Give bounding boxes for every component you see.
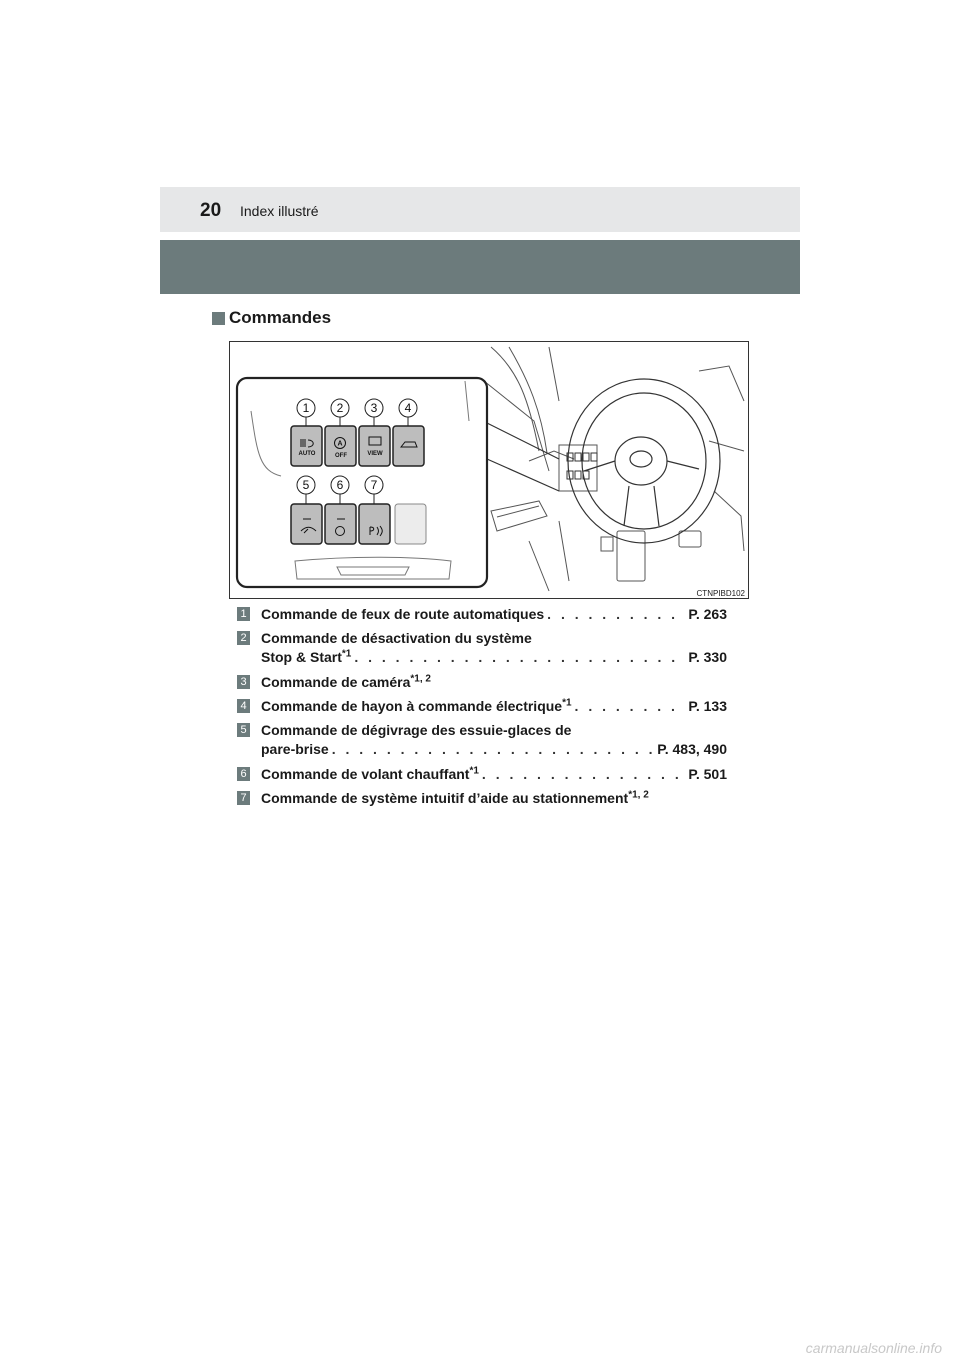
controls-illustration xyxy=(229,341,749,599)
callout-3: 3 xyxy=(370,401,378,415)
list-item xyxy=(237,605,727,629)
view-label: VIEW xyxy=(367,451,383,457)
footnote-mark: *1 xyxy=(341,648,352,660)
page-header xyxy=(160,187,800,232)
off-label: OFF xyxy=(335,453,347,459)
item-label: Commande de hayon à commande électrique xyxy=(261,698,563,714)
page-ref: P. 330 xyxy=(688,649,727,665)
page-ref: P. 263 xyxy=(688,606,727,622)
callout-2: 2 xyxy=(336,401,344,415)
list-item xyxy=(237,697,727,721)
list-item xyxy=(237,789,727,813)
chapter-title: Index illustré xyxy=(240,203,319,219)
callout-4: 4 xyxy=(404,401,412,415)
item-number: 2 xyxy=(237,631,250,645)
item-number: 5 xyxy=(237,723,250,737)
footnote-mark: *1, 2 xyxy=(410,673,431,685)
section-heading xyxy=(212,308,331,328)
item-label: Commande de désactivation du système xyxy=(261,630,532,646)
item-number: 3 xyxy=(237,675,250,689)
item-label: Commande de feux de route automatiques xyxy=(261,606,545,622)
page-number: 20 xyxy=(200,200,222,221)
list-item xyxy=(237,629,727,673)
callout-1: 1 xyxy=(302,401,310,415)
item-label: Commande de caméra xyxy=(261,674,411,690)
item-label: pare-brise xyxy=(261,741,329,757)
list-item xyxy=(237,721,727,765)
footnote-mark: *1 xyxy=(562,697,572,709)
callout-7: 7 xyxy=(370,478,378,492)
list-item xyxy=(237,765,727,789)
item-label: Commande de volant chauffant xyxy=(261,766,470,782)
footnote-mark: *1, 2 xyxy=(628,789,649,801)
page-ref: P. 133 xyxy=(688,698,727,714)
figure-code: CTNPIBD102 xyxy=(696,589,745,598)
item-number: 1 xyxy=(237,607,250,621)
section-title: Commandes xyxy=(229,308,332,327)
item-label: Stop & Start xyxy=(261,649,342,665)
item-label: Commande de dégivrage des essuie-glaces de xyxy=(261,722,572,738)
illustration-svg xyxy=(229,341,749,599)
item-number: 4 xyxy=(237,699,250,713)
item-number: 6 xyxy=(237,767,250,781)
controls-list xyxy=(237,605,727,813)
item-number: 7 xyxy=(237,791,250,805)
header-band xyxy=(160,240,800,294)
footnote-mark: *1 xyxy=(469,765,479,777)
watermark: carmanualsonline.info xyxy=(805,1340,942,1356)
page-ref: P. 483, 490 xyxy=(657,741,727,757)
item-label: Commande de système intuitif d’aide au stationnement xyxy=(261,790,629,806)
callout-5: 5 xyxy=(302,478,310,492)
section-square-icon xyxy=(212,312,225,325)
page-ref: P. 501 xyxy=(688,766,727,782)
auto-label: AUTO xyxy=(298,451,316,457)
list-item xyxy=(237,673,727,697)
callout-6: 6 xyxy=(336,478,344,492)
a-label: A xyxy=(337,440,343,448)
